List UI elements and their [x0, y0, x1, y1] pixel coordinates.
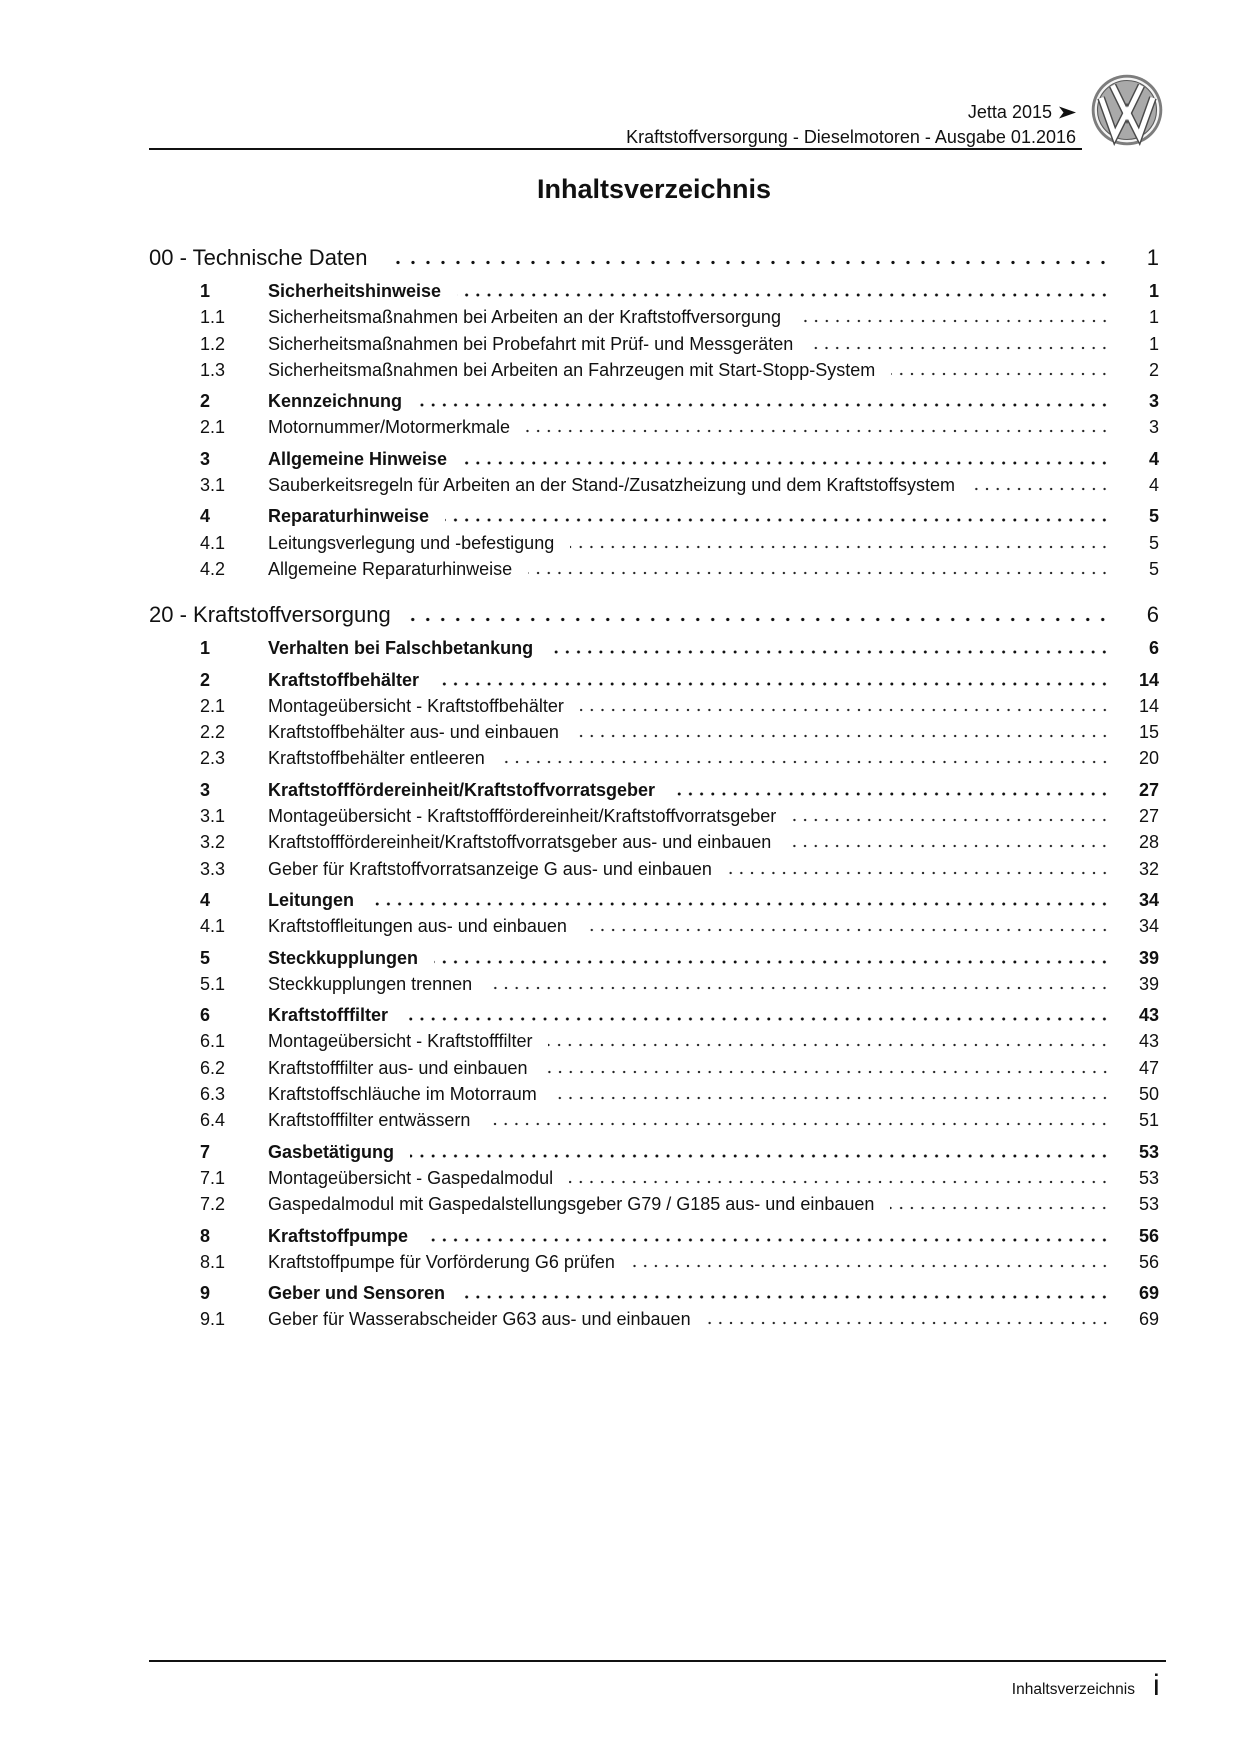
- toc-subsection-entry[interactable]: [149, 1107, 1159, 1133]
- subsection-page-number: 14: [1138, 695, 1159, 716]
- footer-divider: [149, 1660, 1166, 1662]
- section-title: Allgemeine Hinweise: [268, 448, 448, 469]
- dot-leader: [787, 844, 1110, 848]
- subsection-number: 3.1: [200, 806, 226, 827]
- section-title: Gasbetätigung: [268, 1141, 395, 1162]
- vw-logo: [1091, 74, 1163, 146]
- section-number: 6: [200, 1005, 211, 1026]
- subsection-number: 7.1: [200, 1167, 226, 1188]
- section-page-number: 39: [1138, 947, 1159, 968]
- subsection-page-number: 69: [1138, 1309, 1159, 1330]
- subsection-number: 2.1: [200, 695, 226, 716]
- dot-leader: [463, 461, 1110, 465]
- subsection-title: Allgemeine Reparaturhinweise: [268, 558, 513, 579]
- section-page-number: 14: [1138, 669, 1159, 690]
- subsection-number: 4.1: [200, 532, 226, 553]
- footer-label: Inhaltsverzeichnis: [1011, 1681, 1135, 1698]
- header-subtitle: Kraftstoffversorgung - Dieselmotoren - Ausgabe 01.2016: [626, 126, 1076, 147]
- subsection-title: Geber für Wasserabscheider G63 aus- und einbauen: [268, 1309, 691, 1330]
- toc-section-entry[interactable]: [149, 667, 1159, 693]
- dot-leader: [809, 346, 1110, 350]
- dot-leader: [707, 1321, 1110, 1325]
- subsection-number: 7.2: [200, 1194, 226, 1215]
- subsection-number: 1.2: [200, 333, 226, 354]
- dot-leader: [671, 792, 1110, 796]
- subsection-page-number: 15: [1138, 722, 1159, 743]
- toc-chapter-entry[interactable]: [149, 243, 1159, 273]
- subsection-page-number: 56: [1138, 1251, 1159, 1272]
- subsection-number: 5.1: [200, 973, 226, 994]
- toc-section-entry[interactable]: [149, 1280, 1159, 1306]
- dot-leader: [488, 986, 1110, 990]
- subsection-page-number: 5: [1148, 558, 1159, 579]
- dot-leader: [570, 545, 1110, 549]
- subsection-number: 2.2: [200, 722, 226, 743]
- subsection-title: Montageübersicht - Gaspedalmodul: [268, 1167, 554, 1188]
- subsection-page-number: 34: [1138, 916, 1159, 937]
- subsection-number: 1.3: [200, 359, 226, 380]
- subsection-title: Montageübersicht - Kraftstoffbehälter: [268, 695, 564, 716]
- subsection-page-number: 4: [1148, 475, 1159, 496]
- section-number: 7: [200, 1141, 211, 1162]
- toc-subsection-entry[interactable]: [149, 331, 1159, 357]
- section-page-number: 53: [1138, 1141, 1159, 1162]
- subsection-title: Steckkupplungen trennen: [268, 973, 473, 994]
- dot-leader: [410, 1154, 1110, 1158]
- section-title: Kraftstofffördereinheit/Kraftstoffvorratsgeber: [268, 779, 656, 800]
- page-header: [626, 100, 1076, 150]
- toc-subsection-entry[interactable]: [149, 1165, 1159, 1191]
- dot-leader: [528, 571, 1110, 575]
- toc-subsection-entry[interactable]: [149, 1028, 1159, 1054]
- section-title: Geber und Sensoren: [268, 1283, 446, 1304]
- toc-subsection-entry[interactable]: [149, 472, 1159, 498]
- dot-leader: [386, 260, 1110, 265]
- section-number: 3: [200, 448, 211, 469]
- dot-leader: [890, 1206, 1110, 1210]
- section-title: Leitungen: [268, 889, 354, 910]
- toc-section-entry[interactable]: [149, 1002, 1159, 1028]
- subsection-page-number: 1: [1148, 307, 1159, 328]
- subsection-number: 6.1: [200, 1031, 226, 1052]
- subsection-number: 2.3: [200, 748, 226, 769]
- subsection-title: Sicherheitsmaßnahmen bei Arbeiten an Fahrzeugen mit Start-Stopp-System: [268, 359, 876, 380]
- dot-leader: [797, 319, 1110, 323]
- section-number: 1: [200, 638, 211, 659]
- page-title: Inhaltsverzeichnis: [536, 174, 772, 204]
- subsection-number: 8.1: [200, 1251, 226, 1272]
- section-page-number: 43: [1138, 1005, 1159, 1026]
- toc-subsection-entry[interactable]: [149, 1191, 1159, 1217]
- subsection-page-number: 43: [1138, 1031, 1159, 1052]
- subsection-page-number: 5: [1148, 532, 1159, 553]
- toc-chapter-entry[interactable]: [149, 600, 1159, 630]
- section-title: Kraftstoffpumpe: [268, 1225, 408, 1246]
- dot-leader: [631, 1264, 1110, 1268]
- dot-leader: [553, 1096, 1110, 1100]
- subsection-number: 1.1: [200, 307, 226, 328]
- dot-leader: [549, 650, 1110, 654]
- subsection-title: Sicherheitsmaßnahmen bei Probefahrt mit Prüf- und Messgeräten: [268, 333, 794, 354]
- subsection-number: 3.2: [200, 832, 226, 853]
- dot-leader: [370, 902, 1110, 906]
- toc-subsection-entry[interactable]: [149, 693, 1159, 719]
- toc-subsection-entry[interactable]: [149, 971, 1159, 997]
- subsection-page-number: 20: [1138, 748, 1159, 769]
- section-number: 4: [200, 506, 211, 527]
- dot-leader: [583, 928, 1110, 932]
- dot-leader: [418, 403, 1110, 407]
- toc-subsection-entry[interactable]: [149, 745, 1159, 771]
- section-number: 8: [200, 1225, 211, 1246]
- subsection-page-number: 1: [1148, 333, 1159, 354]
- dot-leader: [486, 1122, 1110, 1126]
- toc-subsection-entry[interactable]: [149, 1081, 1159, 1107]
- subsection-page-number: 28: [1138, 832, 1159, 853]
- toc-section-entry[interactable]: [149, 945, 1159, 971]
- subsection-page-number: 32: [1138, 858, 1159, 879]
- toc-section-entry[interactable]: [149, 887, 1159, 913]
- toc-subsection-entry[interactable]: [149, 1055, 1159, 1081]
- section-number: 4: [200, 889, 211, 910]
- arrow-right-icon: [1059, 106, 1076, 119]
- section-page-number: 3: [1148, 391, 1159, 412]
- toc-subsection-entry[interactable]: [149, 530, 1159, 556]
- section-number: 2: [200, 669, 211, 690]
- subsection-title: Sicherheitsmaßnahmen bei Arbeiten an der Kraftstoffversorgung: [268, 307, 781, 328]
- dot-leader: [434, 960, 1110, 964]
- section-title: Kraftstofffilter: [268, 1005, 388, 1026]
- dot-leader: [409, 617, 1110, 622]
- toc-subsection-entry[interactable]: [149, 556, 1159, 582]
- subsection-page-number: 53: [1138, 1167, 1159, 1188]
- toc-subsection-entry[interactable]: [149, 719, 1159, 745]
- subsection-title: Kraftstoffleitungen aus- und einbauen: [268, 916, 567, 937]
- section-title: Verhalten bei Falschbetankung: [268, 638, 534, 659]
- header-divider: [149, 148, 1082, 150]
- subsection-number: 6.4: [200, 1110, 226, 1131]
- section-title: Kennzeichnung: [268, 391, 402, 412]
- dot-leader: [457, 293, 1110, 297]
- subsection-title: Kraftstoffbehälter aus- und einbauen: [268, 722, 559, 743]
- toc-subsection-entry[interactable]: [149, 304, 1159, 330]
- toc-subsection-entry[interactable]: [149, 803, 1159, 829]
- toc-subsection-entry[interactable]: [149, 1306, 1159, 1332]
- header-model-line: [626, 100, 1076, 125]
- dot-leader: [792, 818, 1110, 822]
- section-title: Sicherheitshinweise: [268, 281, 442, 301]
- section-page-number: 56: [1138, 1225, 1159, 1246]
- section-page-number: 4: [1148, 448, 1159, 469]
- dot-leader: [461, 1295, 1110, 1299]
- subsection-title: Kraftstoffbehälter entleeren: [268, 748, 485, 769]
- dot-leader: [435, 682, 1110, 686]
- section-number: 3: [200, 779, 211, 800]
- chapter-page-number: 6: [1146, 602, 1159, 628]
- subsection-page-number: 39: [1138, 973, 1159, 994]
- subsection-number: 4.1: [200, 916, 226, 937]
- dot-leader: [424, 1238, 1110, 1242]
- toc-section-entry[interactable]: [149, 446, 1159, 472]
- section-number: 5: [200, 947, 211, 968]
- toc-section-entry[interactable]: [149, 1223, 1159, 1249]
- subsection-page-number: 3: [1148, 417, 1159, 438]
- toc-subsection-entry[interactable]: [149, 1249, 1159, 1275]
- subsection-title: Montageübersicht - Kraftstofffördereinheit/Kraftstoffvorratsgeber: [268, 806, 777, 827]
- subsection-title: Motornummer/Motormerkmale: [268, 417, 511, 438]
- section-page-number: 5: [1148, 506, 1159, 527]
- toc-subsection-entry[interactable]: [149, 856, 1159, 882]
- footer-page-number: i: [1153, 1669, 1160, 1702]
- subsection-title: Kraftstofffilter entwässern: [268, 1110, 471, 1131]
- header-model: Jetta 2015: [967, 102, 1052, 122]
- toc-section-entry[interactable]: [149, 1139, 1159, 1165]
- subsection-page-number: 51: [1138, 1110, 1159, 1131]
- dot-leader: [445, 518, 1110, 522]
- toc-subsection-entry[interactable]: [149, 829, 1159, 855]
- dot-leader: [891, 372, 1110, 376]
- dot-leader: [569, 1180, 1110, 1184]
- subsection-number: 6.2: [200, 1057, 226, 1078]
- dot-leader: [548, 1043, 1110, 1047]
- section-title: Steckkupplungen: [268, 947, 419, 968]
- section-page-number: 6: [1148, 638, 1159, 659]
- table-of-contents: [149, 243, 1159, 1333]
- section-number: 1: [200, 281, 211, 301]
- toc-subsection-entry[interactable]: [149, 357, 1159, 383]
- chapter-title: 00 - Technische Daten: [149, 245, 368, 270]
- subsection-number: 9.1: [200, 1309, 226, 1330]
- subsection-title: Sauberkeitsregeln für Arbeiten an der Stand-/Zusatzheizung und dem Kraftstoffsystem: [268, 475, 956, 496]
- subsection-page-number: 53: [1138, 1194, 1159, 1215]
- toc-section-entry[interactable]: [149, 777, 1159, 803]
- toc-subsection-entry[interactable]: [149, 913, 1159, 939]
- subsection-title: Leitungsverlegung und -befestigung: [268, 532, 555, 553]
- dot-leader: [728, 871, 1110, 875]
- subsection-page-number: 27: [1138, 806, 1159, 827]
- subsection-page-number: 50: [1138, 1084, 1159, 1105]
- toc-section-entry[interactable]: [149, 635, 1159, 661]
- toc-section-entry[interactable]: [149, 388, 1159, 414]
- subsection-page-number: 47: [1138, 1057, 1159, 1078]
- subsection-title: Geber für Kraftstoffvorratsanzeige G aus- und einbauen: [268, 858, 712, 879]
- subsection-title: Gaspedalmodul mit Gaspedalstellungsgeber G79 / G185 aus- und einbauen: [268, 1194, 875, 1215]
- subsection-number: 4.2: [200, 558, 226, 579]
- chapter-title: 20 - Kraftstoffversorgung: [149, 602, 391, 628]
- toc-section-entry[interactable]: [149, 278, 1159, 304]
- chapter-page-number: 1: [1146, 245, 1159, 270]
- section-number: 2: [200, 391, 211, 412]
- section-number: 9: [200, 1283, 211, 1304]
- toc-subsection-entry[interactable]: [149, 414, 1159, 440]
- dot-leader: [544, 1070, 1110, 1074]
- subsection-number: 6.3: [200, 1084, 226, 1105]
- subsection-title: Kraftstoffschläuche im Motorraum: [268, 1084, 537, 1105]
- section-page-number: 34: [1138, 889, 1159, 910]
- dot-leader: [526, 429, 1110, 433]
- section-title: Kraftstoffbehälter: [268, 669, 420, 690]
- subsection-page-number: 2: [1148, 359, 1159, 380]
- subsection-number: 3.1: [200, 475, 226, 496]
- subsection-number: 2.1: [200, 417, 226, 438]
- section-page-number: 1: [1148, 281, 1159, 301]
- section-page-number: 27: [1138, 779, 1159, 800]
- dot-leader: [501, 760, 1110, 764]
- dot-leader: [404, 1017, 1110, 1021]
- section-page-number: 69: [1138, 1283, 1159, 1304]
- subsection-title: Kraftstofffilter aus- und einbauen: [268, 1057, 528, 1078]
- dot-leader: [575, 734, 1110, 738]
- section-title: Reparaturhinweise: [268, 506, 430, 527]
- subsection-number: 3.3: [200, 858, 226, 879]
- dot-leader: [580, 708, 1110, 712]
- subsection-title: Montageübersicht - Kraftstofffilter: [268, 1031, 533, 1052]
- subsection-title: Kraftstofffördereinheit/Kraftstoffvorratsgeber aus- und einbauen: [268, 832, 772, 853]
- subsection-title: Kraftstoffpumpe für Vorförderung G6 prüfen: [268, 1251, 615, 1272]
- dot-leader: [971, 487, 1110, 491]
- toc-section-entry[interactable]: [149, 503, 1159, 529]
